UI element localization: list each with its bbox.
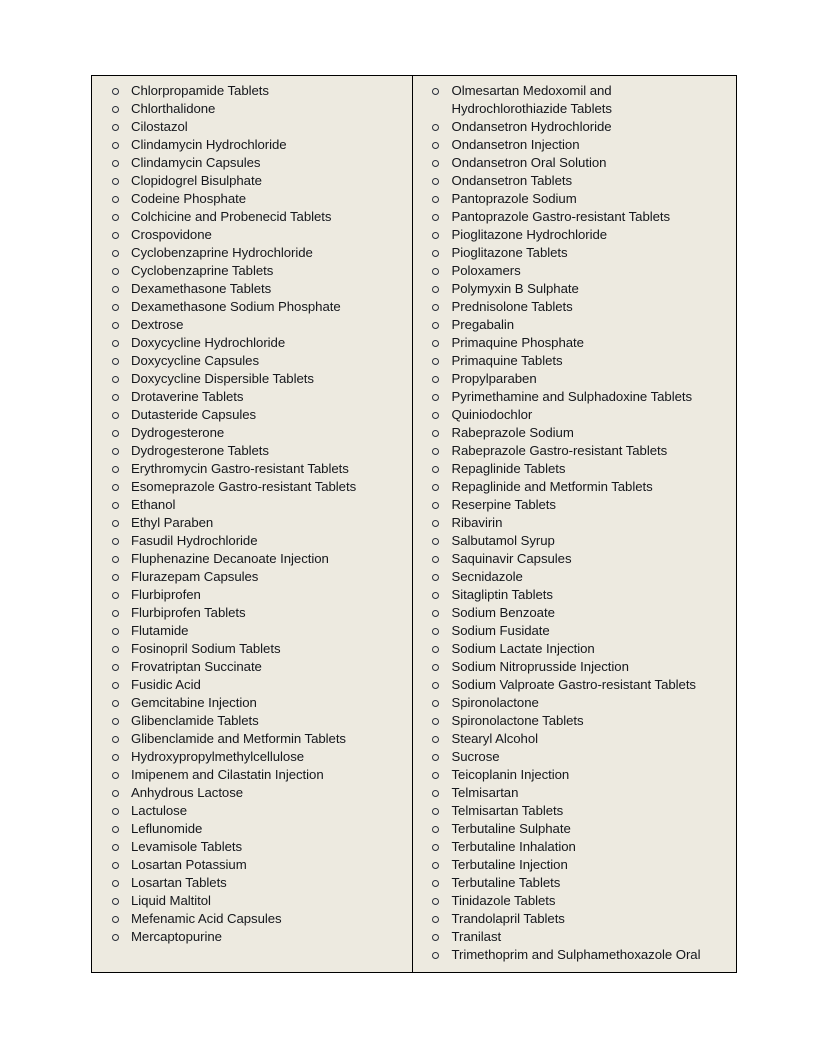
list-item [417,370,733,388]
hollow-circle-bullet-icon [431,658,441,676]
list-item [417,514,733,532]
list-item [96,118,408,136]
list-item [96,640,408,658]
hollow-circle-bullet-icon [431,424,441,442]
list-item-label: Anhydrous Lactose [131,785,244,800]
list-item-label: Polymyxin B Sulphate [451,281,579,296]
list-item-label: Reserpine Tablets [451,497,556,512]
list-item-label: Gemcitabine Injection [131,695,257,710]
list-item [96,856,408,874]
list-item [417,442,733,460]
hollow-circle-bullet-icon [110,100,120,118]
list-item [96,136,408,154]
hollow-circle-bullet-icon [110,856,120,874]
list-item [417,784,733,802]
hollow-circle-bullet-icon [110,352,120,370]
list-item-label: Chlorpropamide Tablets [131,83,269,98]
list-item-label: Levamisole Tablets [131,839,243,854]
list-item-label: Doxycycline Dispersible Tablets [131,371,314,386]
list-item [417,640,733,658]
list-item-label: Terbutaline Injection [451,857,568,872]
hollow-circle-bullet-icon [431,118,441,136]
list-item-label: Cyclobenzaprine Tablets [131,263,274,278]
list-item-label: Dutasteride Capsules [131,407,257,422]
list-item [96,766,408,784]
list-item-label: Sodium Nitroprusside Injection [451,659,629,674]
list-item-label: Salbutamol Syrup [451,533,555,548]
list-item [417,154,733,172]
list-item-label: Clindamycin Hydrochloride [131,137,287,152]
list-item [96,226,408,244]
list-item-label: Repaglinide Tablets [451,461,566,476]
hollow-circle-bullet-icon [431,568,441,586]
list-item-label: Clindamycin Capsules [131,155,261,170]
list-item [417,928,733,946]
list-item-label: Fluphenazine Decanoate Injection [131,551,329,566]
hollow-circle-bullet-icon [110,226,120,244]
list-item [417,892,733,910]
hollow-circle-bullet-icon [110,316,120,334]
hollow-circle-bullet-icon [110,550,120,568]
hollow-circle-bullet-icon [431,892,441,910]
list-item-label: Frovatriptan Succinate [131,659,262,674]
list-item [96,154,408,172]
list-item-label: Rabeprazole Sodium [451,425,574,440]
list-item-label: Dexamethasone Tablets [131,281,272,296]
list-item-label: Sodium Valproate Gastro-resistant Tablets [451,677,696,692]
list-item [96,874,408,892]
list-item [417,910,733,928]
hollow-circle-bullet-icon [431,82,441,100]
list-item-label: Dydrogesterone Tablets [131,443,269,458]
hollow-circle-bullet-icon [110,298,120,316]
hollow-circle-bullet-icon [431,820,441,838]
list-item [417,622,733,640]
list-item [96,82,408,100]
list-item [417,316,733,334]
list-item [417,136,733,154]
list-item [417,208,733,226]
list-item-label: Pantoprazole Sodium [451,191,577,206]
list-item-label: Trandolapril Tablets [451,911,565,926]
hollow-circle-bullet-icon [110,514,120,532]
list-item [96,406,408,424]
list-item-label: Codeine Phosphate [131,191,246,206]
hollow-circle-bullet-icon [110,424,120,442]
hollow-circle-bullet-icon [431,352,441,370]
list-item-label: Fusidic Acid [131,677,201,692]
list-item [96,586,408,604]
hollow-circle-bullet-icon [110,370,120,388]
hollow-circle-bullet-icon [431,586,441,604]
list-item-label: Fosinopril Sodium Tablets [131,641,281,656]
list-item-label: Esomeprazole Gastro-resistant Tablets [131,479,357,494]
list-item-label: Doxycycline Capsules [131,353,259,368]
hollow-circle-bullet-icon [110,154,120,172]
list-item [417,244,733,262]
table-cell-left-column [92,76,413,972]
list-item-label: Flurbiprofen [131,587,201,602]
hollow-circle-bullet-icon [431,478,441,496]
list-item [96,514,408,532]
list-item [417,658,733,676]
list-item-label: Colchicine and Probenecid Tablets [131,209,332,224]
hollow-circle-bullet-icon [431,514,441,532]
list-item [417,820,733,838]
table-cell-right-column [413,76,737,972]
hollow-circle-bullet-icon [110,136,120,154]
list-item-label: Saquinavir Capsules [451,551,572,566]
list-item [417,568,733,586]
list-item-label: Sodium Lactate Injection [451,641,595,656]
hollow-circle-bullet-icon [110,262,120,280]
list-item-label: Spironolactone [451,695,539,710]
list-item [417,118,733,136]
list-item [417,478,733,496]
list-item [96,928,408,946]
list-item [417,586,733,604]
hollow-circle-bullet-icon [431,136,441,154]
hollow-circle-bullet-icon [110,694,120,712]
list-item [417,802,733,820]
hollow-circle-bullet-icon [431,406,441,424]
hollow-circle-bullet-icon [110,244,120,262]
list-item [96,190,408,208]
list-item [417,838,733,856]
list-item [96,334,408,352]
list-item [96,604,408,622]
hollow-circle-bullet-icon [110,802,120,820]
list-item-label: Lactulose [131,803,188,818]
hollow-circle-bullet-icon [431,730,441,748]
list-item [417,298,733,316]
list-item-label: Dydrogesterone [131,425,225,440]
list-item-label: Liquid Maltitol [131,893,211,908]
hollow-circle-bullet-icon [431,748,441,766]
list-item [417,406,733,424]
list-item [417,694,733,712]
hollow-circle-bullet-icon [110,388,120,406]
list-item [417,262,733,280]
hollow-circle-bullet-icon [431,460,441,478]
list-item [417,946,733,964]
hollow-circle-bullet-icon [110,640,120,658]
hollow-circle-bullet-icon [431,442,441,460]
list-item [417,532,733,550]
list-item [417,334,733,352]
list-item-label: Tranilast [451,929,502,944]
list-item [96,820,408,838]
list-item-label: Telmisartan Tablets [451,803,564,818]
list-item [96,442,408,460]
hollow-circle-bullet-icon [431,316,441,334]
hollow-circle-bullet-icon [431,802,441,820]
hollow-circle-bullet-icon [431,388,441,406]
list-item [96,478,408,496]
hollow-circle-bullet-icon [431,712,441,730]
list-item [417,730,733,748]
list-item [417,856,733,874]
hollow-circle-bullet-icon [110,910,120,928]
list-item [96,100,408,118]
hollow-circle-bullet-icon [110,712,120,730]
list-item [96,244,408,262]
hollow-circle-bullet-icon [431,676,441,694]
list-item-label: Quiniodochlor [451,407,533,422]
list-item [417,604,733,622]
list-item-label: Flurbiprofen Tablets [131,605,246,620]
list-item [96,388,408,406]
list-item [96,784,408,802]
list-item-label: Leflunomide [131,821,203,836]
hollow-circle-bullet-icon [431,298,441,316]
list-item-label: Doxycycline Hydrochloride [131,335,286,350]
hollow-circle-bullet-icon [110,334,120,352]
hollow-circle-bullet-icon [110,118,120,136]
list-item-label: Tinidazole Tablets [451,893,556,908]
list-item-label: Stearyl Alcohol [451,731,538,746]
list-item [96,838,408,856]
list-item-label: Sucrose [451,749,500,764]
list-item [417,226,733,244]
list-item [96,208,408,226]
hollow-circle-bullet-icon [431,874,441,892]
list-item [96,676,408,694]
list-item [96,370,408,388]
list-item-label: Teicoplanin Injection [451,767,570,782]
list-item-label: Glibenclamide Tablets [131,713,259,728]
list-item [96,460,408,478]
list-item-label: Telmisartan [451,785,519,800]
list-item-label: Olmesartan Medoxomil and Hydrochlorothiazide Tablets [451,83,612,116]
hollow-circle-bullet-icon [431,496,441,514]
list-item-label: Sodium Fusidate [451,623,550,638]
hollow-circle-bullet-icon [431,172,441,190]
hollow-circle-bullet-icon [110,568,120,586]
list-item [96,658,408,676]
list-item-label: Fasudil Hydrochloride [131,533,258,548]
hollow-circle-bullet-icon [431,766,441,784]
list-item [417,352,733,370]
hollow-circle-bullet-icon [110,766,120,784]
list-item [96,550,408,568]
list-item-label: Mefenamic Acid Capsules [131,911,282,926]
list-item [417,766,733,784]
list-item-label: Losartan Tablets [131,875,227,890]
list-item [96,298,408,316]
hollow-circle-bullet-icon [431,370,441,388]
list-item-label: Ondansetron Tablets [451,173,573,188]
list-item [96,280,408,298]
list-item-label: Ondansetron Oral Solution [451,155,607,170]
hollow-circle-bullet-icon [431,208,441,226]
list-item [417,424,733,442]
list-item [96,496,408,514]
hollow-circle-bullet-icon [110,928,120,946]
hollow-circle-bullet-icon [431,784,441,802]
hollow-circle-bullet-icon [431,244,441,262]
hollow-circle-bullet-icon [431,226,441,244]
list-item-label: Glibenclamide and Metformin Tablets [131,731,346,746]
list-item [417,874,733,892]
hollow-circle-bullet-icon [431,604,441,622]
list-item-label: Losartan Potassium [131,857,247,872]
list-item [417,388,733,406]
list-item-label: Imipenem and Cilastatin Injection [131,767,324,782]
hollow-circle-bullet-icon [110,892,120,910]
hollow-circle-bullet-icon [110,874,120,892]
list-item-label: Ondansetron Hydrochloride [451,119,612,134]
hollow-circle-bullet-icon [431,838,441,856]
list-item [96,748,408,766]
list-item-label: Erythromycin Gastro-resistant Tablets [131,461,349,476]
list-item-label: Flutamide [131,623,189,638]
list-item [417,82,733,118]
list-item-label: Pantoprazole Gastro-resistant Tablets [451,209,671,224]
list-item-label: Secnidazole [451,569,523,584]
list-item-label: Dexamethasone Sodium Phosphate [131,299,341,314]
list-item [417,172,733,190]
hollow-circle-bullet-icon [110,460,120,478]
hollow-circle-bullet-icon [431,622,441,640]
hollow-circle-bullet-icon [431,190,441,208]
list-item-label: Cyclobenzaprine Hydrochloride [131,245,313,260]
list-item-label: Rabeprazole Gastro-resistant Tablets [451,443,668,458]
hollow-circle-bullet-icon [110,604,120,622]
list-item [417,280,733,298]
list-item-label: Ethyl Paraben [131,515,214,530]
list-item [96,910,408,928]
hollow-circle-bullet-icon [431,550,441,568]
hollow-circle-bullet-icon [110,820,120,838]
list-item [96,694,408,712]
hollow-circle-bullet-icon [110,172,120,190]
hollow-circle-bullet-icon [431,640,441,658]
hollow-circle-bullet-icon [110,82,120,100]
list-item-label: Ondansetron Injection [451,137,580,152]
hollow-circle-bullet-icon [110,442,120,460]
list-item-label: Pyrimethamine and Sulphadoxine Tablets [451,389,693,404]
list-item-label: Pregabalin [451,317,515,332]
list-item-label: Pioglitazone Hydrochloride [451,227,608,242]
list-item-label: Terbutaline Inhalation [451,839,576,854]
list-item-label: Repaglinide and Metformin Tablets [451,479,653,494]
hollow-circle-bullet-icon [431,154,441,172]
list-item [96,316,408,334]
list-item-label: Dextrose [131,317,184,332]
list-item-label: Sitagliptin Tablets [451,587,553,602]
drug-list-table [91,75,737,973]
hollow-circle-bullet-icon [110,730,120,748]
list-item-label: Drotaverine Tablets [131,389,244,404]
hollow-circle-bullet-icon [110,622,120,640]
list-item-label: Terbutaline Sulphate [451,821,571,836]
drug-list-left [96,82,408,946]
hollow-circle-bullet-icon [110,478,120,496]
list-item-label: Sodium Benzoate [451,605,555,620]
list-item-label: Spironolactone Tablets [451,713,584,728]
list-item [417,748,733,766]
hollow-circle-bullet-icon [110,676,120,694]
hollow-circle-bullet-icon [431,262,441,280]
list-item-label: Crospovidone [131,227,212,242]
list-item-label: Mercaptopurine [131,929,222,944]
list-item [96,892,408,910]
list-item-label: Primaquine Tablets [451,353,563,368]
hollow-circle-bullet-icon [431,334,441,352]
list-item [96,262,408,280]
hollow-circle-bullet-icon [110,658,120,676]
hollow-circle-bullet-icon [431,694,441,712]
list-item [417,460,733,478]
hollow-circle-bullet-icon [431,280,441,298]
list-item [96,352,408,370]
list-item [96,622,408,640]
list-item-label: Trimethoprim and Sulphamethoxazole Oral [451,947,701,962]
list-item [417,190,733,208]
list-item-label: Chlorthalidone [131,101,216,116]
list-item-label: Cilostazol [131,119,188,134]
hollow-circle-bullet-icon [431,910,441,928]
hollow-circle-bullet-icon [110,406,120,424]
list-item-label: Poloxamers [451,263,521,278]
list-item [417,550,733,568]
list-item [417,496,733,514]
list-item [96,532,408,550]
hollow-circle-bullet-icon [110,586,120,604]
list-item [96,730,408,748]
hollow-circle-bullet-icon [431,928,441,946]
hollow-circle-bullet-icon [110,496,120,514]
hollow-circle-bullet-icon [110,532,120,550]
list-item [417,676,733,694]
list-item-label: Flurazepam Capsules [131,569,259,584]
hollow-circle-bullet-icon [431,946,441,964]
list-item [96,568,408,586]
list-item-label: Hydroxypropylmethylcellulose [131,749,305,764]
list-item-label: Terbutaline Tablets [451,875,561,890]
hollow-circle-bullet-icon [110,280,120,298]
hollow-circle-bullet-icon [110,838,120,856]
list-item-label: Ribavirin [451,515,503,530]
list-item-label: Clopidogrel Bisulphate [131,173,262,188]
hollow-circle-bullet-icon [431,856,441,874]
list-item-label: Pioglitazone Tablets [451,245,568,260]
list-item [96,172,408,190]
hollow-circle-bullet-icon [110,190,120,208]
list-item-label: Propylparaben [451,371,537,386]
drug-list-right [417,82,733,964]
list-item [96,712,408,730]
list-item [417,712,733,730]
hollow-circle-bullet-icon [431,532,441,550]
list-item [96,424,408,442]
list-item-label: Ethanol [131,497,176,512]
hollow-circle-bullet-icon [110,784,120,802]
hollow-circle-bullet-icon [110,748,120,766]
list-item-label: Prednisolone Tablets [451,299,573,314]
list-item [96,802,408,820]
list-item-label: Primaquine Phosphate [451,335,584,350]
hollow-circle-bullet-icon [110,208,120,226]
